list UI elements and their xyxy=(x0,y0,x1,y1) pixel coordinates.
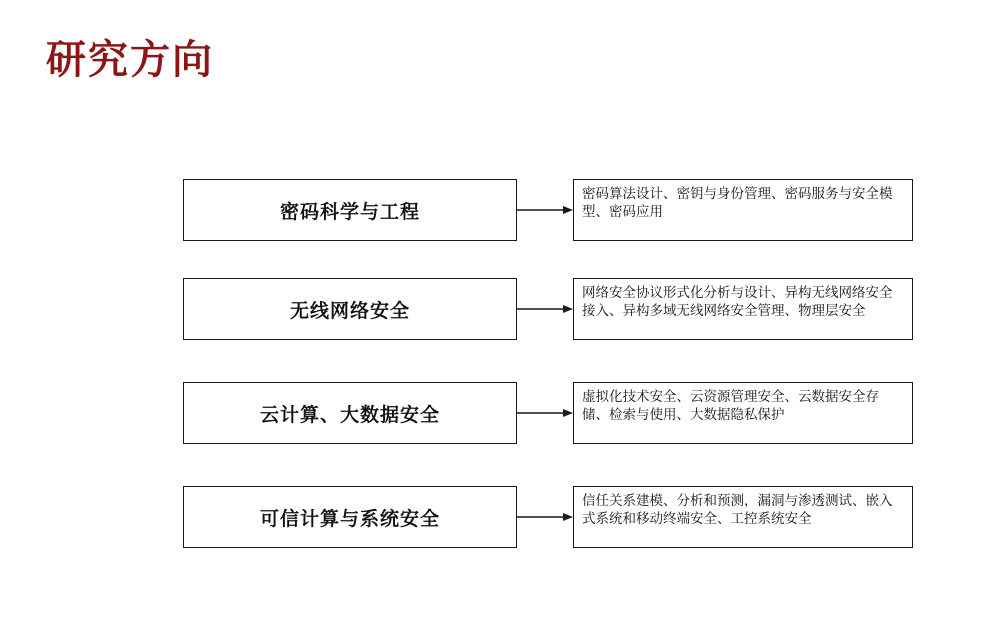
direction-label: 可信计算与系统安全 xyxy=(259,508,440,530)
direction-label: 云计算、大数据安全 xyxy=(259,404,440,426)
direction-detail-label: 密码算法设计、密钥与身份管理、密码服务与安全模型、密码应用 xyxy=(582,186,893,220)
direction-label: 密码科学与工程 xyxy=(279,201,420,223)
direction-detail-box[interactable] xyxy=(573,382,913,444)
arrow-right-icon xyxy=(517,382,575,444)
arrow-right-icon xyxy=(517,486,575,548)
direction-box[interactable] xyxy=(183,179,517,241)
diagram-row xyxy=(0,486,1000,548)
direction-detail-label: 虚拟化技术安全、云资源管理安全、云数据安全存储、检索与使用、大数据隐私保护 xyxy=(582,389,879,423)
diagram-row xyxy=(0,179,1000,241)
direction-detail-box[interactable] xyxy=(573,486,913,548)
diagram-row xyxy=(0,382,1000,444)
direction-detail-label: 网络安全协议形式化分析与设计、异构无线网络安全接入、异构多域无线网络安全管理、物理层安全 xyxy=(582,285,893,319)
direction-detail-box[interactable] xyxy=(573,278,913,340)
direction-box[interactable] xyxy=(183,278,517,340)
arrow-right-icon xyxy=(517,179,575,241)
direction-box[interactable] xyxy=(183,382,517,444)
arrow-right-icon xyxy=(517,278,575,340)
direction-detail-box[interactable] xyxy=(573,179,913,241)
direction-label: 无线网络安全 xyxy=(289,300,410,322)
direction-box[interactable] xyxy=(183,486,517,548)
page-title: 研究方向 xyxy=(46,38,214,82)
direction-detail-label: 信任关系建模、分析和预测，漏洞与渗透测试、嵌入式系统和移动终端安全、工控系统安全 xyxy=(582,493,893,527)
diagram-row xyxy=(0,278,1000,340)
